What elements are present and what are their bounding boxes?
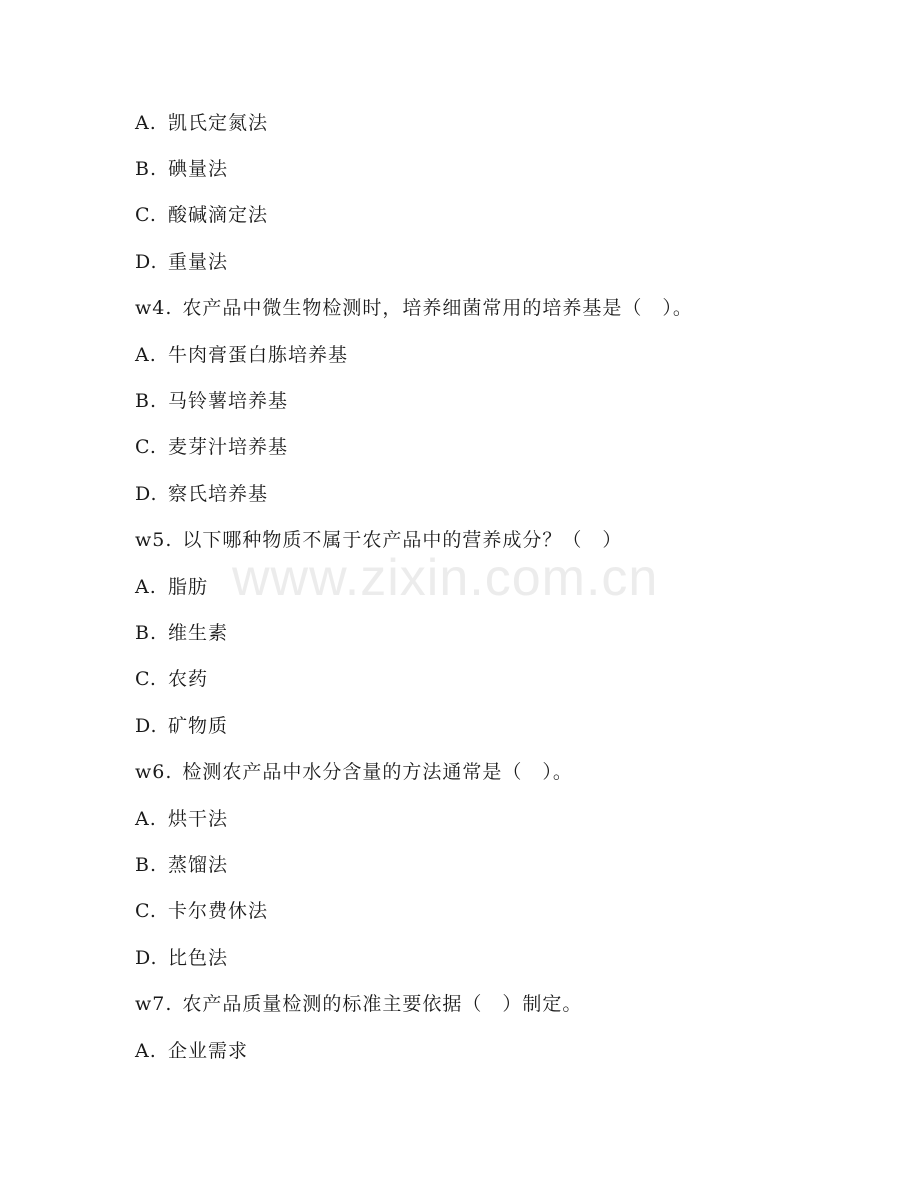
option-line <box>135 667 208 691</box>
option-text: 企业需求 <box>168 1040 249 1062</box>
option-label: A. <box>135 112 157 134</box>
option-line <box>135 899 268 923</box>
option-label: C. <box>135 668 157 690</box>
question-text: 农产品中微生物检测时，培养细菌常用的培养基是（ ）。 <box>182 297 693 319</box>
option-line <box>135 807 228 831</box>
option-label: D. <box>135 483 158 505</box>
option-label: B. <box>135 854 158 876</box>
question-number: w5. <box>135 529 173 551</box>
option-line <box>135 1039 248 1063</box>
option-label: C. <box>135 204 157 226</box>
option-line <box>135 853 228 877</box>
option-text: 维生素 <box>168 622 229 644</box>
question-line <box>135 760 573 784</box>
question-text: 农产品质量检测的标准主要依据（ ）制定。 <box>182 993 583 1015</box>
option-label: D. <box>135 715 158 737</box>
option-label: A. <box>135 1040 157 1062</box>
option-label: D. <box>135 947 158 969</box>
option-line <box>135 575 208 599</box>
option-label: A. <box>135 344 157 366</box>
option-label: D. <box>135 251 158 273</box>
option-label: A. <box>135 808 157 830</box>
option-text: 烘干法 <box>168 808 229 830</box>
question-number: w6. <box>135 761 173 783</box>
option-line <box>135 946 228 970</box>
question-number: w7. <box>135 993 173 1015</box>
option-text: 比色法 <box>168 947 229 969</box>
question-line <box>135 992 582 1016</box>
option-line <box>135 621 228 645</box>
watermark: www.zixin.com.cn <box>232 549 659 607</box>
option-text: 麦芽汁培养基 <box>168 436 289 458</box>
option-text: 蒸馏法 <box>168 854 229 876</box>
option-line <box>135 482 268 506</box>
option-label: A. <box>135 576 157 598</box>
option-label: C. <box>135 900 157 922</box>
option-line <box>135 435 288 459</box>
option-text: 酸碱滴定法 <box>168 204 269 226</box>
option-line <box>135 343 348 367</box>
option-text: 卡尔费休法 <box>168 900 269 922</box>
option-line <box>135 157 228 181</box>
option-text: 农药 <box>168 668 209 690</box>
option-text: 矿物质 <box>168 715 229 737</box>
option-line <box>135 111 268 135</box>
question-text: 检测农产品中水分含量的方法通常是（ ）。 <box>182 761 573 783</box>
option-text: 脂肪 <box>168 576 209 598</box>
question-line <box>135 528 622 552</box>
option-line <box>135 203 268 227</box>
option-text: 牛肉膏蛋白胨培养基 <box>168 344 349 366</box>
question-line <box>135 296 693 320</box>
option-line <box>135 250 228 274</box>
option-text: 重量法 <box>168 251 229 273</box>
option-label: B. <box>135 622 158 644</box>
option-label: C. <box>135 436 157 458</box>
option-text: 察氏培养基 <box>168 483 269 505</box>
option-label: B. <box>135 158 158 180</box>
option-label: B. <box>135 390 158 412</box>
question-number: w4. <box>135 297 173 319</box>
option-line <box>135 389 288 413</box>
option-line <box>135 714 228 738</box>
option-text: 马铃薯培养基 <box>168 390 289 412</box>
option-text: 凯氏定氮法 <box>168 112 269 134</box>
question-text: 以下哪种物质不属于农产品中的营养成分？（ ） <box>182 529 623 551</box>
option-text: 碘量法 <box>168 158 229 180</box>
